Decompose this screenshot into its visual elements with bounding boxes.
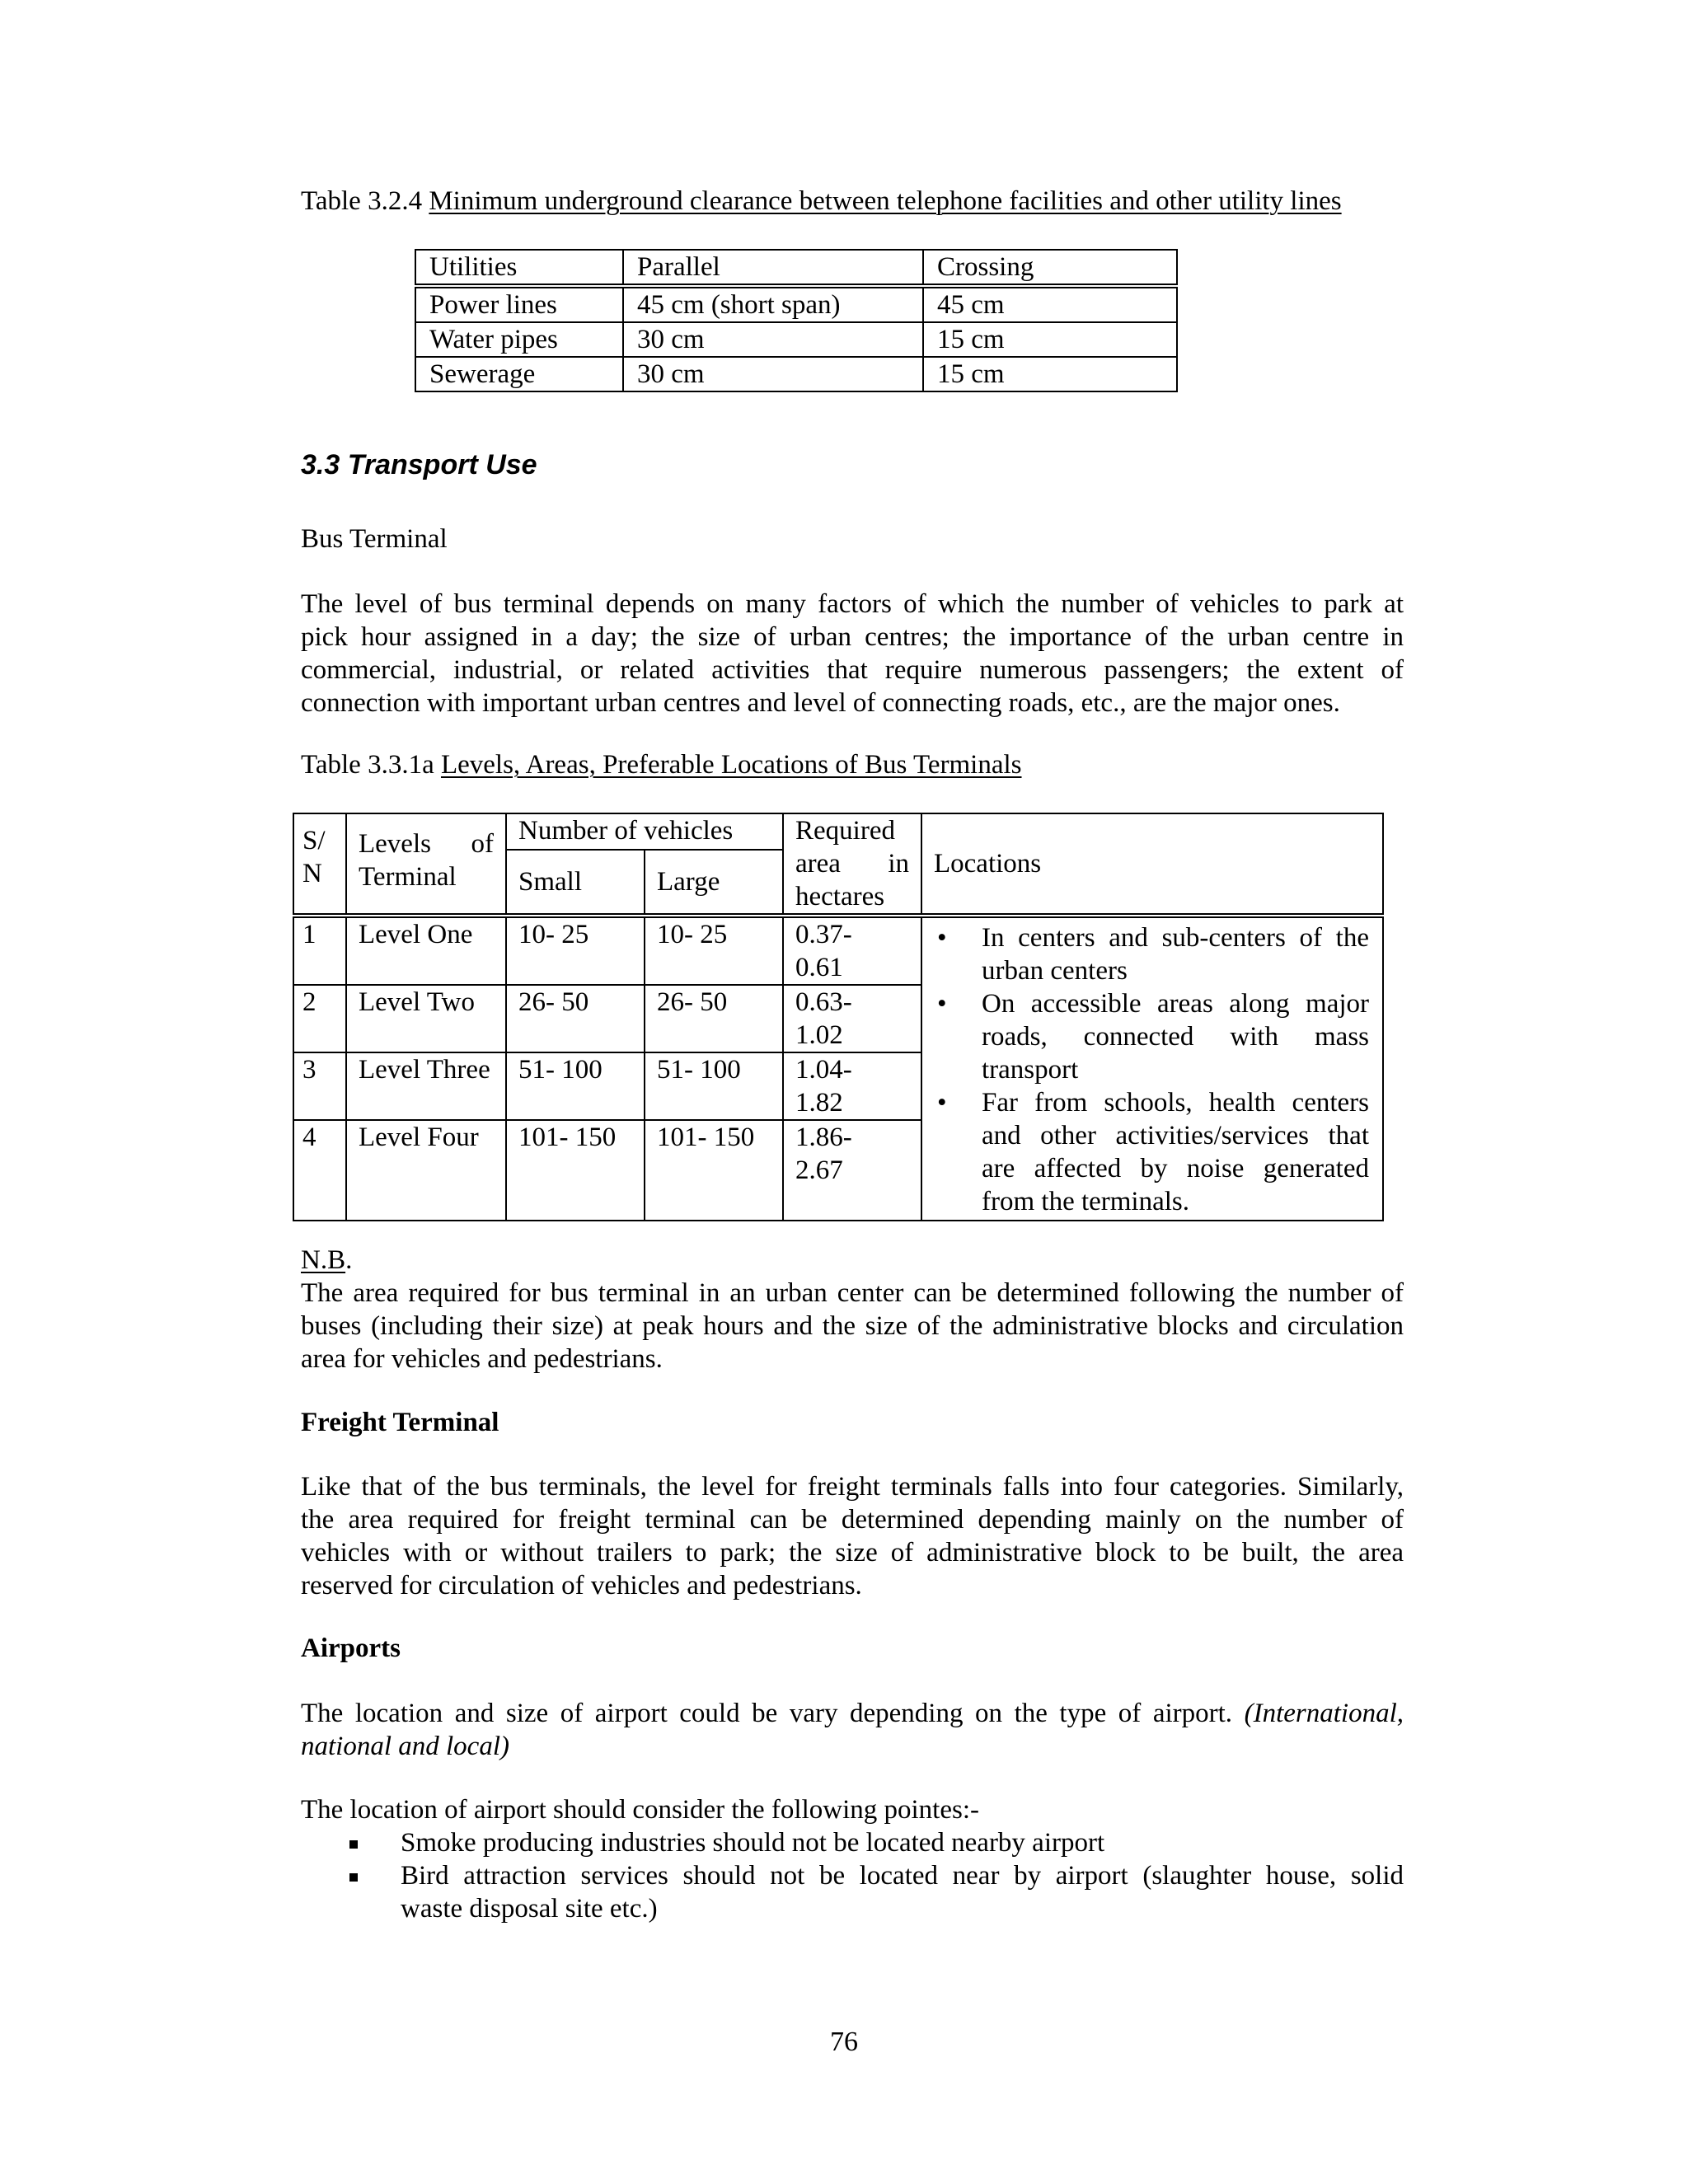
italic-text: (International,	[1244, 1699, 1404, 1728]
cell: 30 cm	[623, 322, 923, 357]
freight-heading: Freight Terminal	[301, 1408, 499, 1437]
table-header-row	[415, 250, 1177, 286]
nb-label-text: N.B	[301, 1245, 346, 1275]
cell-large: 26- 50	[645, 985, 783, 1052]
nb-paragraph	[301, 1277, 1404, 1376]
paragraph-line: buses (including their size) at peak hours and the size of the administrative blocks and circulation	[301, 1311, 1404, 1341]
cell-level: Level One	[346, 916, 506, 985]
cell-area	[783, 985, 921, 1052]
cell-text: 1.86-	[795, 1122, 852, 1152]
paragraph-line: the area required for freight terminal can be determined depending mainly on the number of	[301, 1505, 1404, 1535]
cell-text: 1.02	[795, 1020, 843, 1050]
header-required-area	[783, 813, 921, 916]
header-large: Large	[645, 850, 783, 916]
utility-clearance-table	[415, 249, 1178, 392]
header-text: area in	[795, 849, 909, 879]
cell-sn: 2	[293, 985, 346, 1052]
airport-bullet-1: Smoke producing industries should not be located nearby airport	[401, 1828, 1105, 1858]
cell-large: 101- 150	[645, 1120, 783, 1221]
cell-small: 101- 150	[506, 1120, 645, 1221]
paragraph-line	[301, 1730, 1404, 1763]
table-header-row	[293, 813, 1383, 850]
header-number-of-vehicles: Number of vehicles	[506, 813, 783, 850]
cell-sn: 1	[293, 916, 346, 985]
cell: Sewerage	[415, 357, 623, 391]
table-331a-caption	[301, 748, 1022, 781]
table-row	[293, 916, 1383, 985]
paragraph-line: The area required for bus terminal in an urban center can be determined following the number of	[301, 1278, 1404, 1308]
cell-text: 0.37-	[795, 920, 852, 949]
plain-text: The location and size of airport could be vary depending on the type of airport.	[301, 1699, 1245, 1728]
header-levels	[346, 813, 506, 916]
cell-small: 10- 25	[506, 916, 645, 985]
nb-label-suffix: .	[345, 1245, 353, 1275]
header-text: hectares	[795, 882, 885, 912]
caption-title: Levels, Areas, Preferable Locations of Bus Terminals	[440, 750, 1022, 780]
cell: Power lines	[415, 286, 623, 322]
paragraph-line: reserved for circulation of vehicles and pedestrians.	[301, 1571, 862, 1601]
paragraph-line: connection with important urban centres and level of connecting roads, etc., are the major ones.	[301, 688, 1340, 718]
cell-sn: 4	[293, 1120, 346, 1221]
table-row	[415, 357, 1177, 391]
airports-intro: The location of airport should consider the following pointes:-	[301, 1795, 979, 1825]
cell-text: 0.63-	[795, 987, 852, 1017]
square-bullet-icon	[349, 1840, 358, 1849]
cell-small: 26- 50	[506, 985, 645, 1052]
cell: 15 cm	[923, 357, 1177, 391]
table-row	[415, 286, 1177, 322]
caption-prefix: Table 3.2.4	[301, 186, 429, 216]
caption-title: Minimum underground clearance between telephone facilities and other utility lines	[429, 186, 1342, 216]
cell-text: 0.61	[795, 953, 843, 982]
cell: 45 cm (short span)	[623, 286, 923, 322]
header-locations: Locations	[921, 813, 1383, 916]
paragraph-line: Bird attraction services should not be located near by airport (slaughter house, solid	[401, 1861, 1404, 1891]
paragraph-line: area for vehicles and pedestrians.	[301, 1344, 663, 1374]
paragraph-line: commercial, industrial, or related activities that require numerous passengers; the extent of	[301, 655, 1404, 685]
airports-heading: Airports	[301, 1633, 401, 1663]
list-item: • Far from schools, health centers and other activities/services that are affected by noise generated from the terminals.	[931, 1086, 1369, 1218]
cell-text: 1.82	[795, 1088, 843, 1118]
header-text: Levels of	[359, 829, 494, 859]
cell-area	[783, 916, 921, 985]
bus-terminal-table	[293, 813, 1384, 1221]
paragraph-line	[301, 1697, 1404, 1730]
cell-level: Level Four	[346, 1120, 506, 1221]
cell: Water pipes	[415, 322, 623, 357]
header-text: Required	[795, 816, 895, 846]
paragraph-line: waste disposal site etc.)	[401, 1894, 658, 1924]
header-utilities: Utilities	[415, 250, 623, 286]
cell-large: 51- 100	[645, 1052, 783, 1120]
table-324-caption	[301, 185, 1342, 218]
bus-terminal-paragraph	[301, 588, 1404, 719]
paragraph-line: Like that of the bus terminals, the level for freight terminals falls into four categories. Similarly,	[301, 1472, 1404, 1502]
cell-locations	[921, 916, 1383, 1221]
cell-sn: 3	[293, 1052, 346, 1120]
paragraph-line: The level of bus terminal depends on many factors of which the number of vehicles to park at	[301, 589, 1404, 619]
list-item: • On accessible areas along major roads, connected with mass transport	[931, 987, 1369, 1086]
paragraph-line: pick hour assigned in a day; the size of urban centres; the importance of the urban centre in	[301, 622, 1404, 652]
paragraph-line: vehicles with or without trailers to park; the size of administrative block to be built, the area	[301, 1538, 1404, 1568]
caption-prefix: Table 3.3.1a	[301, 750, 441, 780]
bus-terminal-heading: Bus Terminal	[301, 524, 448, 554]
cell: 15 cm	[923, 322, 1177, 357]
cell-text: 2.67	[795, 1155, 843, 1185]
list-item: • In centers and sub-centers of the urban centers	[931, 921, 1369, 987]
italic-text: national and local)	[301, 1732, 509, 1761]
cell-level: Level Two	[346, 985, 506, 1052]
header-text: S/	[302, 826, 326, 855]
cell: 45 cm	[923, 286, 1177, 322]
nb-label	[301, 1244, 352, 1277]
table-row	[415, 322, 1177, 357]
locations-list	[931, 921, 1369, 1218]
cell-area	[783, 1052, 921, 1120]
cell-level: Level Three	[346, 1052, 506, 1120]
header-parallel: Parallel	[623, 250, 923, 286]
header-text: N	[302, 859, 322, 888]
cell-area	[783, 1120, 921, 1221]
section-heading: 3.3 Transport Use	[301, 449, 537, 480]
page-number: 76	[830, 2027, 858, 2057]
header-text: Terminal	[359, 862, 457, 892]
cell: 30 cm	[623, 357, 923, 391]
header-sn	[293, 813, 346, 916]
cell-text: 1.04-	[795, 1055, 852, 1085]
cell-large: 10- 25	[645, 916, 783, 985]
airports-paragraph	[301, 1697, 1404, 1763]
header-crossing: Crossing	[923, 250, 1177, 286]
airport-bullet-2	[401, 1859, 1404, 1925]
header-small: Small	[506, 850, 645, 916]
square-bullet-icon	[349, 1873, 358, 1882]
freight-paragraph	[301, 1470, 1404, 1602]
cell-small: 51- 100	[506, 1052, 645, 1120]
